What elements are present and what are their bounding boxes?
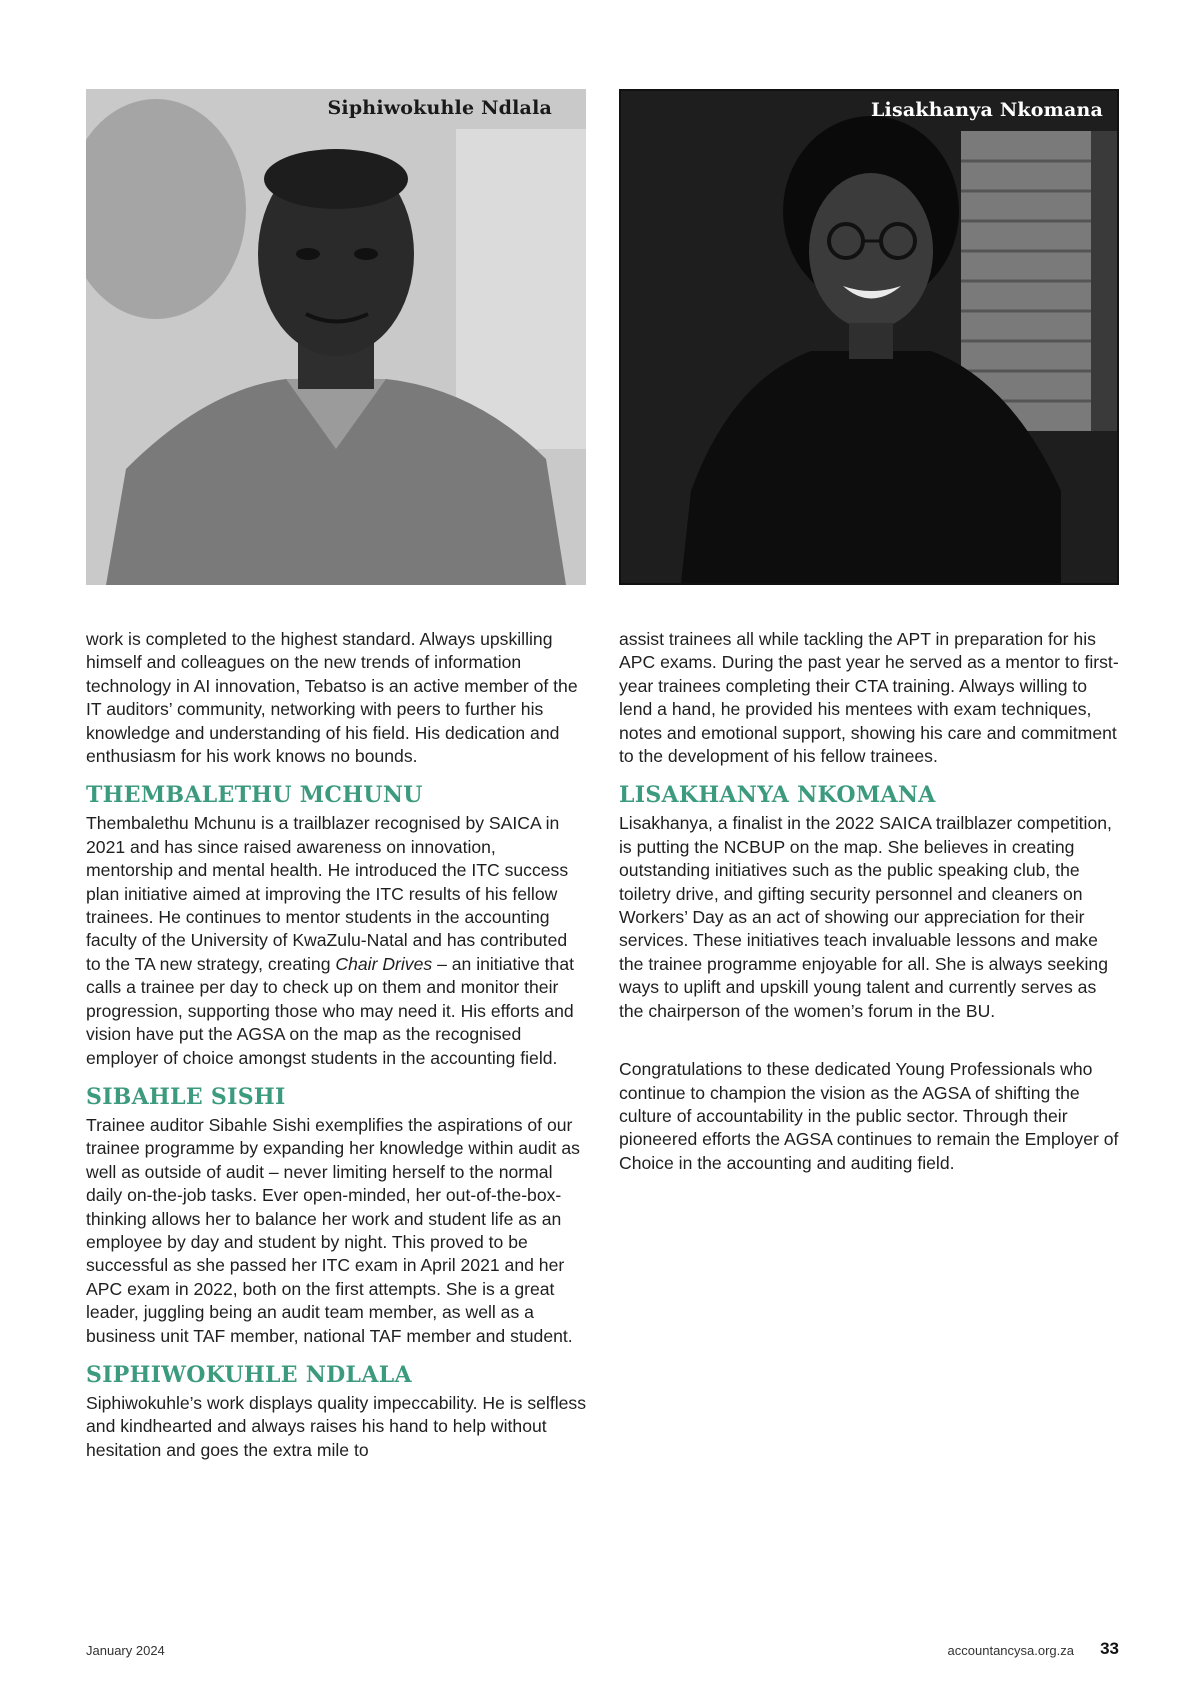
paragraph-text-part: Thembalethu Mchunu is a trailblazer recognised by SAICA in 2021 and has since raised awareness on innovation, mentorship and mental health. He introduced the ITC success plan initiative aimed at improving the ITC results of his fellow trainees. He continues to mentor students in the accounting faculty of the University of KwaZulu-Natal and has contributed to the TA new strategy, creating — [86, 813, 569, 974]
photo-caption-left: Siphiwokuhle Ndlala — [327, 97, 552, 119]
paragraph-italic-term: Chair Drives — [335, 953, 433, 974]
paragraph-text-part: – an initiative that calls a trainee per day to check up on them and monitor their progression, supporting those who may need it. His efforts and vision have put the AGSA on the map as the recognised employer of choice amongst students in the accounting field. — [86, 953, 575, 1068]
heading-thembalethu-mchunu: THEMBALETHU MCHUNU — [86, 782, 423, 809]
photo-siphiwokuhle-ndlala — [86, 89, 586, 585]
heading-sibahle-sishi: SIBAHLE SISHI — [86, 1083, 286, 1110]
paragraph-thembalethu-mchunu — [86, 812, 586, 1069]
photo-lisakhanya-nkomana — [619, 89, 1119, 585]
right-column — [619, 628, 1124, 1175]
spacer — [619, 1023, 1124, 1058]
closing-paragraph: Congratulations to these dedicated Young Professionals who continue to champion the vision as the AGSA of shifting the culture of accountability in the public sector. Through their pioneered efforts the AGSA continues to remain the Employer of Choice in the accounting and auditing field. — [619, 1059, 1119, 1173]
footer-date: January 2024 — [86, 1643, 165, 1658]
continuation-paragraph: assist trainees all while tackling the APT in preparation for his APC exams. During the past year he served as a mentor to first-year trainees completing their CTA training. Always willing to lend a hand, he provided his mentees with exam techniques, notes and emotional support, showing his care and commitment to the development of his fellow trainees. — [619, 629, 1119, 767]
heading-lisakhanya-nkomana: LISAKHANYA NKOMANA — [619, 782, 936, 809]
heading-siphiwokuhle-ndlala: SIPHIWOKUHLE NDLALA — [86, 1361, 412, 1388]
paragraph-siphiwokuhle-ndlala: Siphiwokuhle’s work displays quality impeccability. He is selfless and kindhearted and always raises his hand to help without hesitation and goes the extra mile to — [86, 1392, 586, 1460]
continuation-paragraph: work is completed to the highest standard. Always upskilling himself and colleagues on the new trends of information technology in AI innovation, Tebatso is an active member of the IT auditors’ community, networking with peers to further his knowledge and understanding of his field. His dedication and enthusiasm for his work knows no bounds. — [86, 629, 578, 767]
footer-website[interactable]: accountancysa.org.za — [947, 1643, 1074, 1658]
left-column — [86, 628, 586, 1462]
portrait-man-illustration — [86, 89, 586, 585]
photo-caption-right: Lisakhanya Nkomana — [871, 99, 1103, 121]
page-number: 33 — [1100, 1639, 1119, 1658]
paragraph-lisakhanya-nkomana: Lisakhanya, a finalist in the 2022 SAICA trailblazer competition, is putting the NCBUP on the map. She believes in creating outstanding initiatives such as the public speaking club, the toiletry drive, and gifting security personnel and cleaners on Workers’ Day as an act of showing our appreciation for their services. These initiatives teach invaluable lessons and make the trainee programme enjoyable for all. She is always seeking ways to uplift and upskill young talent and currently serves as the chairperson of the women’s forum in the BU. — [619, 813, 1112, 1021]
paragraph-sibahle-sishi: Trainee auditor Sibahle Sishi exemplifies the aspirations of our trainee programme by expanding her knowledge within audit as well as outside of audit – never limiting herself to the normal daily on-the-job tasks. Ever open-minded, her out-of-the-box-thinking allows her to balance her work and student life as an employee by day and student by night. This proved to be successful as she passed her ITC exam in April 2021 and her APC exam in 2022, both on the first attempts. She is a great leader, juggling being an audit team member, as well as a business unit TAF member, national TAF member and student. — [86, 1114, 580, 1346]
portrait-woman-illustration — [621, 91, 1117, 583]
